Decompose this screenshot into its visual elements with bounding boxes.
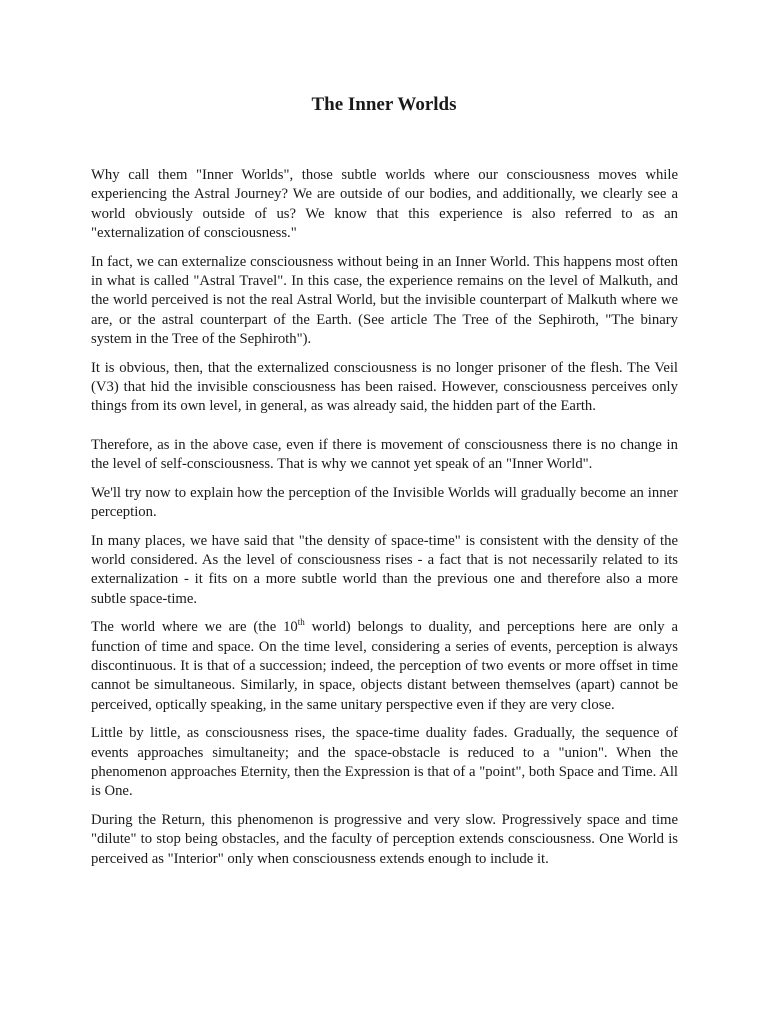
- paragraph-7: [91, 618, 678, 715]
- document-body: [91, 166, 678, 878]
- paragraph-5: We'll try now to explain how the perception of the Invisible Worlds will gradually become an inner perception.: [91, 484, 678, 521]
- paragraph-1: Why call them "Inner Worlds", those subtle worlds where our consciousness moves while experiencing the Astral Journey? We are outside of our bodies, and additionally, we clearly see a world obviously outside of us? We know that this experience is also referred to as an "externalization of consciousness.": [91, 167, 678, 242]
- paragraph-2: In fact, we can externalize consciousness without being in an Inner World. This happens most often in what is called "Astral Travel". In this case, the experience remains on the level of Malkuth, and the world perceived is not the real Astral World, but the invisible counterpart of Malkuth where we are, or the astral counterpart of the Earth. (See article The Tree of the Sephiroth, "The binary system in the Tree of the Sephiroth").: [91, 253, 678, 348]
- paragraph-6: In many places, we have said that "the density of space-time" is consistent with the density of the world considered. As the level of consciousness rises - a fact that is not necessarily related to its externalization - it fits on a more subtle world than the previous one and therefore also a more subtle space-time.: [91, 532, 678, 607]
- paragraph-3: It is obvious, then, that the externalized consciousness is no longer prisoner of the flesh. The Veil (V3) that hid the invisible consciousness has been raised. However, consciousness perceives only things from its own level, in general, as was already said, the hidden part of the Earth.: [91, 359, 678, 415]
- paragraph-8: Little by little, as consciousness rises, the space-time duality fades. Gradually, the sequence of events approaches simultaneity; and the space-obstacle is reduced to a "union". When the phenomenon approaches Eternity, then the Expression is that of a "point", both Space and Time. All is One.: [91, 725, 678, 800]
- page-title: The Inner Worlds: [311, 94, 457, 115]
- paragraph-7-part-1: The world where we are (the 10: [91, 619, 298, 636]
- ordinal-superscript: th: [297, 617, 305, 628]
- paragraph-4: Therefore, as in the above case, even if there is movement of consciousness there is no change in the level of self-consciousness. That is why we cannot yet speak of an "Inner World".: [91, 436, 678, 473]
- paragraph-9: During the Return, this phenomenon is progressive and very slow. Progressively space and time "dilute" to stop being obstacles, and the faculty of perception extends consciousness. One World is perceived as "Interior" only when consciousness extends enough to include it.: [91, 811, 678, 867]
- paragraph-7-part-2: world) belongs to duality, and perceptions here are only a function of time and space. On the time level, considering a series of events, perception is always discontinuous. It is that of a succession; indeed, the perception of two events or more offset in time cannot be simultaneous. Similarly, in space, objects distant between themselves (apart) cannot be perceived, optically speaking, in the same unitary perspective even if they are very close.: [91, 619, 678, 713]
